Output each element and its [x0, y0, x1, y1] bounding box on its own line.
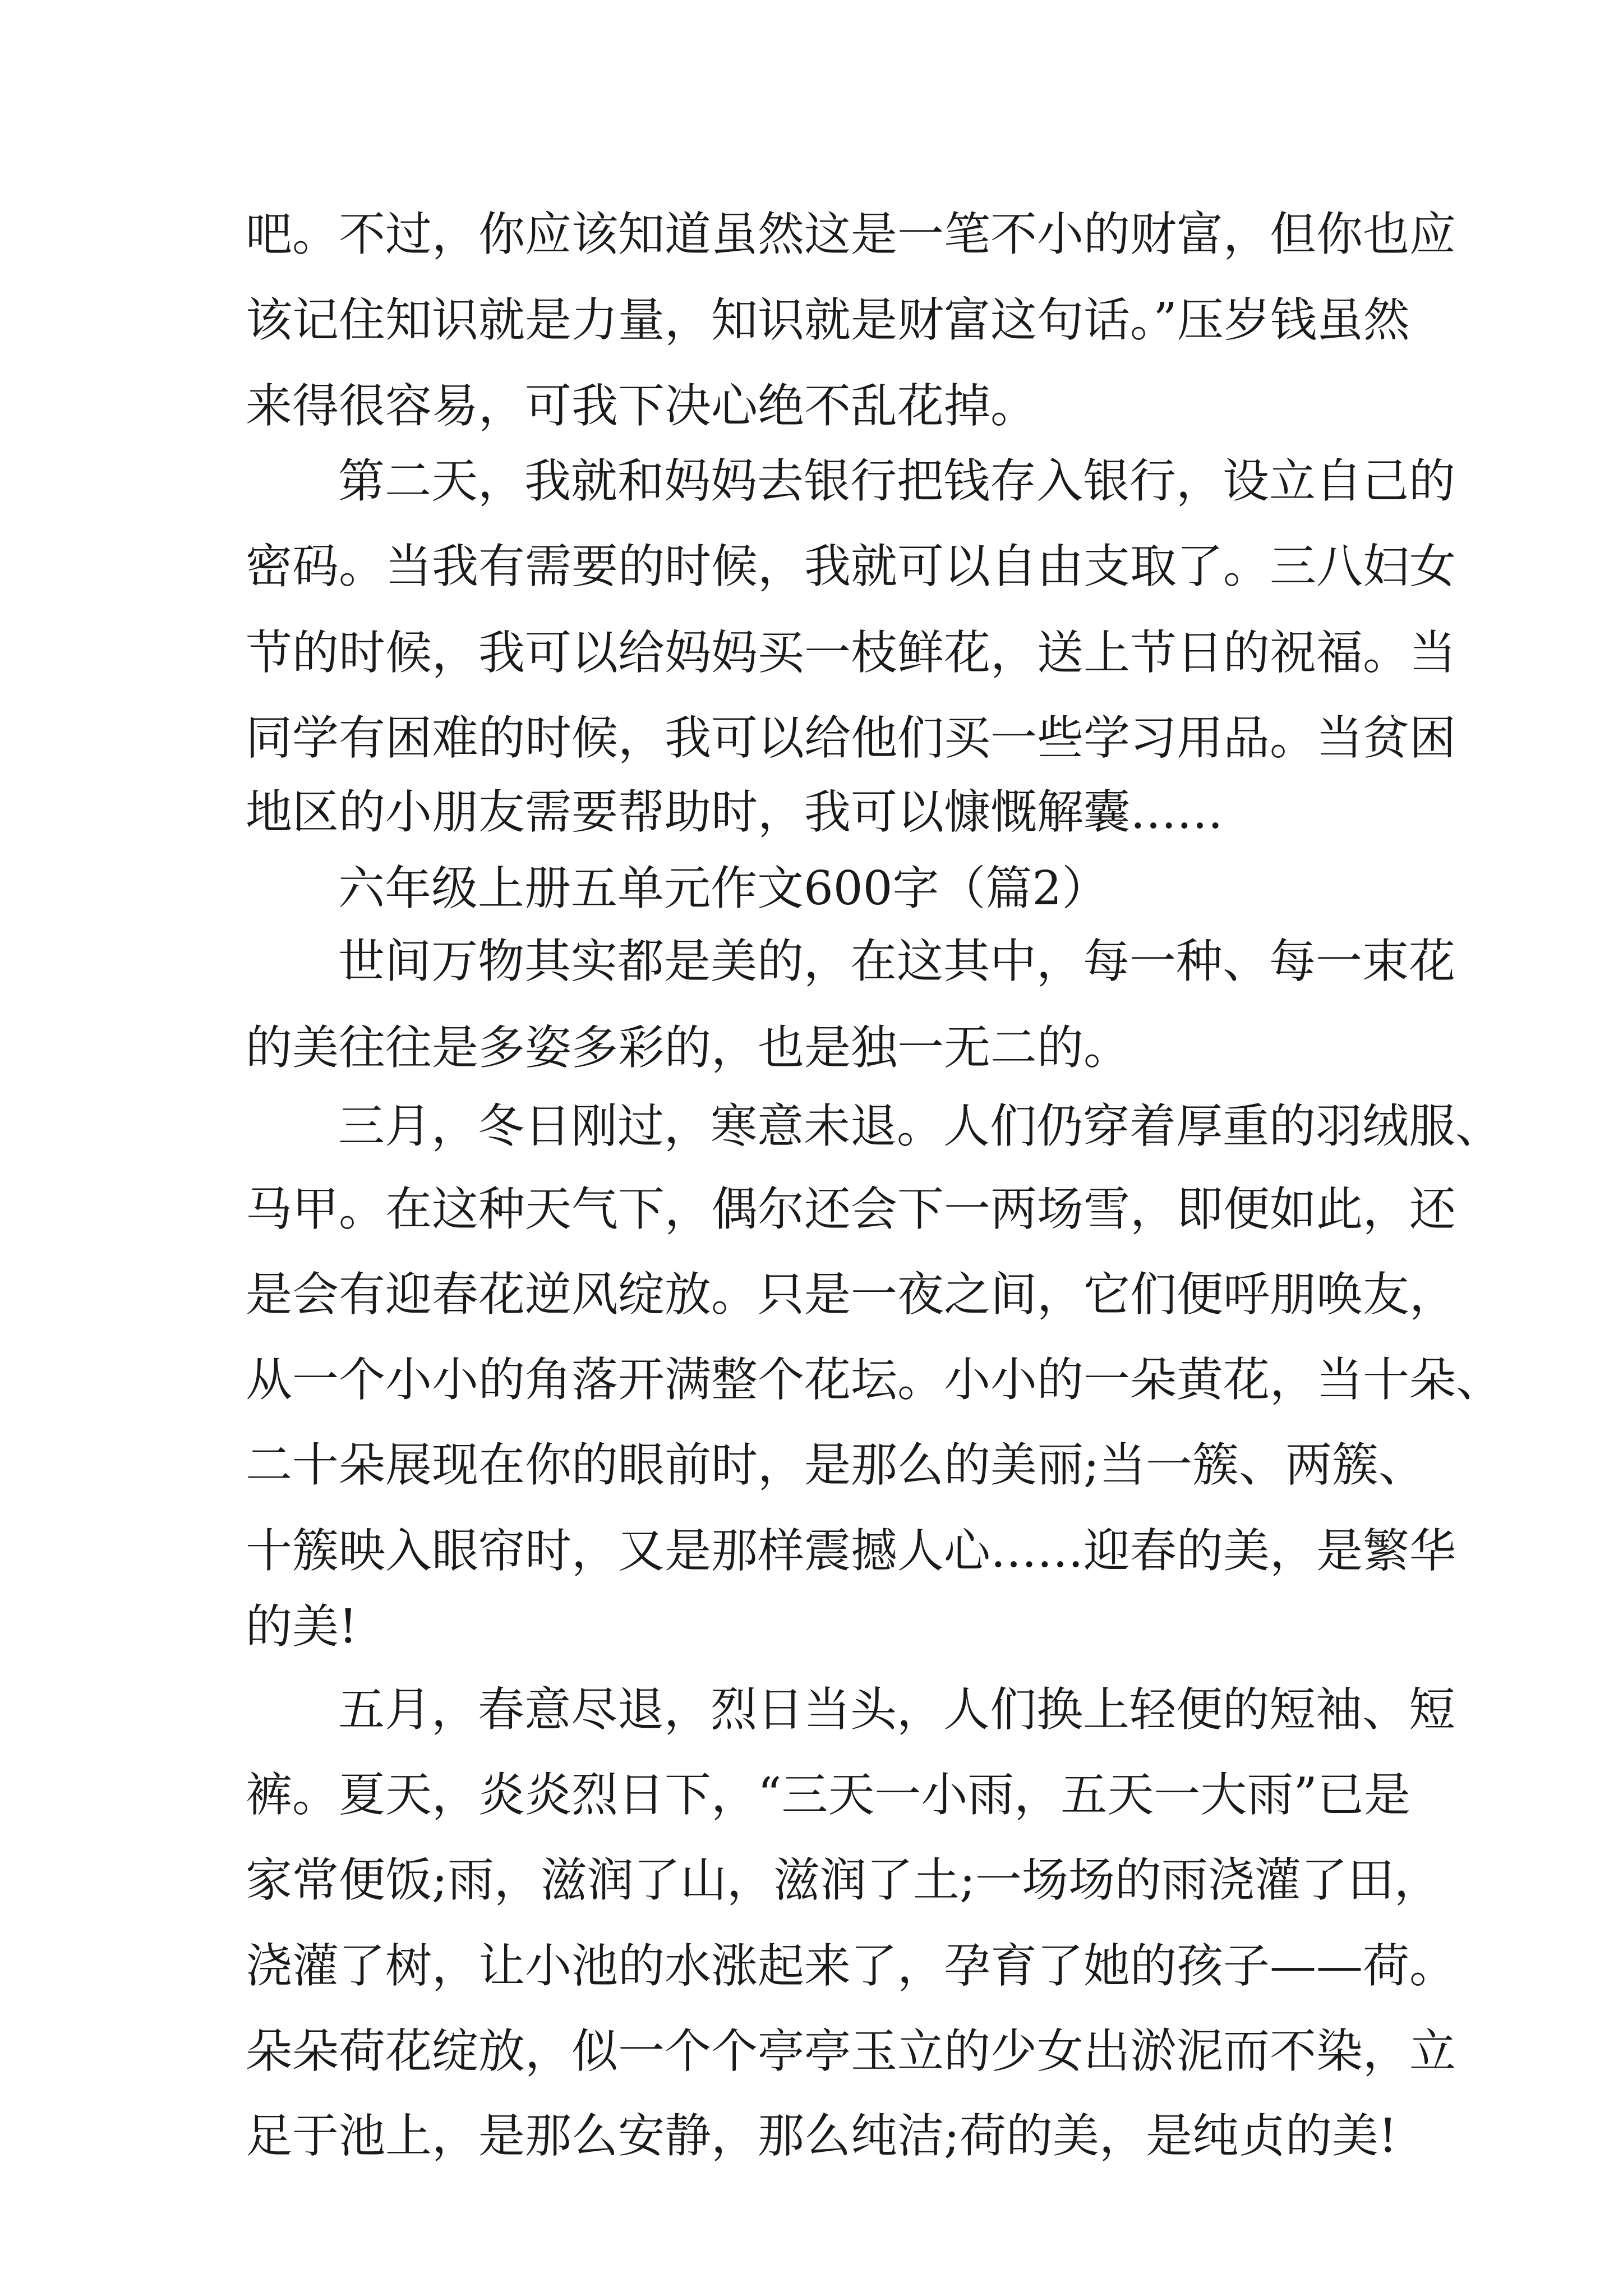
text-line: 朵朵荷花绽放，似一个个亭亭玉立的少女出淤泥而不染，立: [246, 2024, 1456, 2078]
text-line: 裤。夏天，炎炎烈日下，“三天一小雨，五天一大雨”已是: [246, 1768, 1410, 1822]
text-line: 第二天，我就和妈妈去银行把钱存入银行，设立自己的: [338, 454, 1455, 508]
text-line: 世间万物其实都是美的，在这其中，每一种、每一束花: [338, 934, 1455, 988]
text-line: 的美往往是多姿多彩的，也是独一无二的。: [246, 1020, 1130, 1075]
text-line: 同学有困难的时候，我可以给他们买一些学习用品。当贫困: [246, 711, 1456, 765]
text-line: 五月，春意尽退，烈日当头，人们换上轻便的短袖、短: [338, 1682, 1455, 1737]
text-line: 浇灌了树，让小池的水涨起来了，孕育了她的孩子——荷。: [246, 1939, 1456, 1993]
text-line: 二十朵展现在你的眼前时，是那么的美丽;当一簇、两簇、: [246, 1438, 1425, 1492]
text-line: 马甲。在这种天气下，偶尔还会下一两场雪，即便如此，还: [246, 1182, 1456, 1236]
text-line: 足于池上，是那么安静，那么纯洁;荷的美，是纯贞的美!: [246, 2109, 1398, 2163]
text-line: 密码。当我有需要的时候，我就可以自由支取了。三八妇女: [246, 539, 1456, 593]
text-line: 地区的小朋友需要帮助时，我可以慷慨解囊……: [246, 785, 1223, 839]
text-line: 三月，冬日刚过，寒意未退。人们仍穿着厚重的羽绒服、: [338, 1099, 1502, 1153]
text-line: 是会有迎春花逆风绽放。只是一夜之间，它们便呼朋唤友，: [246, 1267, 1456, 1322]
text-line: 节的时候，我可以给妈妈买一枝鲜花，送上节日的祝福。当: [246, 625, 1456, 680]
text-line: 该记住知识就是力量，知识就是财富这句话。”压岁钱虽然: [246, 293, 1410, 347]
text-line: 的美!: [246, 1599, 358, 1654]
section-heading: 六年级上册五单元作文600字（篇2）: [338, 861, 1109, 915]
text-line: 家常便饭;雨，滋润了山，滋润了土;一场场的雨浇灌了田，: [246, 1853, 1441, 1907]
text-line: 来得很容易，可我下决心绝不乱花掉。: [246, 379, 1037, 433]
text-line: 十簇映入眼帘时，又是那样震撼人心……迎春的美，是繁华: [246, 1524, 1456, 1578]
text-line: 从一个小小的角落开满整个花坛。小小的一朵黄花，当十朵、: [246, 1352, 1502, 1407]
text-line: 吧。不过，你应该知道虽然这是一笔不小的财富，但你也应: [246, 207, 1456, 261]
